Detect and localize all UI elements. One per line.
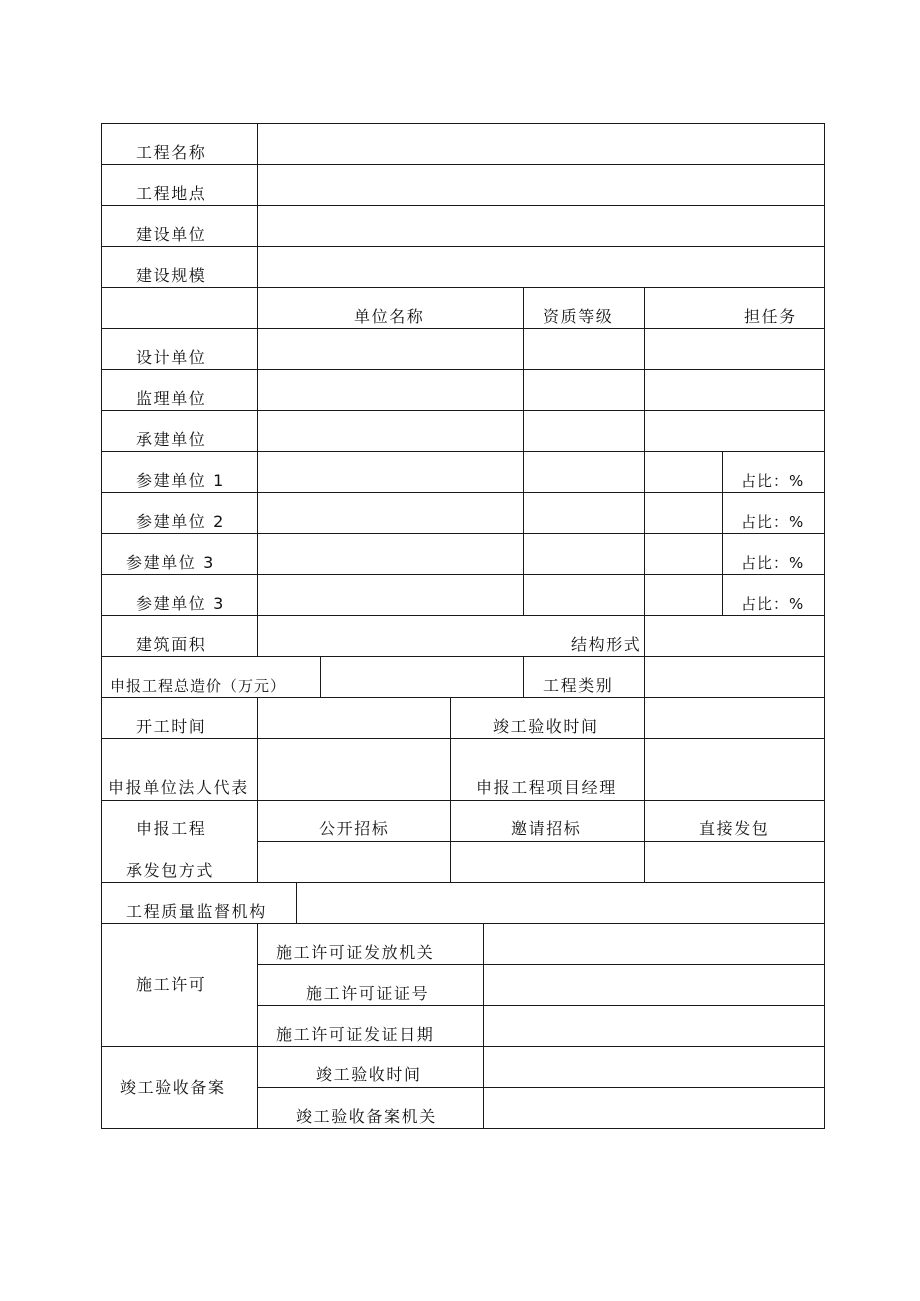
rule [824,123,825,1128]
unit-name-header: 单位名称 [354,307,425,326]
direct-award-option: 直接发包 [699,819,770,838]
permit-issuing-authority-label: 施工许可证发放机关 [276,943,435,962]
rule [101,656,825,657]
rule [101,615,825,616]
rule [257,123,258,656]
rule [320,656,321,697]
contractor-unit-label: 承建单位 [136,430,207,449]
filing-acceptance-date-label: 竣工验收时间 [316,1065,422,1084]
rule [257,1005,825,1006]
rule [257,923,258,1128]
rule [101,1128,825,1129]
rule [644,656,645,697]
rule [101,164,825,165]
rule [101,1046,825,1047]
completion-acceptance-date-label: 竣工验收时间 [493,717,599,736]
rule [644,287,645,615]
rule [101,738,825,739]
rule [101,574,825,575]
rule [101,123,102,1128]
rule [101,533,825,534]
completion-filing-label: 竣工验收备案 [120,1078,226,1097]
permit-issue-date-label: 施工许可证发证日期 [276,1025,435,1044]
rule [257,841,825,842]
assigned-task-header: 担任务 [744,307,797,326]
building-area-label: 建筑面积 [136,635,207,654]
invited-tender-option: 邀请招标 [511,819,582,838]
contract-method-label: 申报工程 [136,819,207,838]
filing-authority-label: 竣工验收备案机关 [296,1107,437,1126]
share-percent-label: 占比：% [741,513,805,531]
rule [257,697,258,882]
contract-method-label: 承发包方式 [126,861,215,880]
participating-unit-label: 参建单位 2 [136,512,225,531]
rule [257,1087,825,1088]
qualification-level-header: 资质等级 [543,307,614,326]
project-manager-label: 申报工程项目经理 [476,778,617,797]
participating-unit-label: 参建单位 3 [136,594,225,613]
public-tender-option: 公开招标 [319,819,390,838]
construction-scale-label: 建设规模 [136,266,207,285]
rule [101,328,825,329]
start-date-label: 开工时间 [136,717,207,736]
rule [523,656,524,697]
rule [101,246,825,247]
rule [257,964,825,965]
rule [101,697,825,698]
share-percent-label: 占比：% [741,595,805,613]
structure-type-label: 结构形式 [571,635,642,654]
construction-unit-label: 建设单位 [136,225,207,244]
rule [644,697,645,882]
rule [101,287,825,288]
rule [101,492,825,493]
rule [101,123,825,124]
rule [101,882,825,883]
total-cost-label: 申报工程总造价（万元） [110,677,287,695]
project-location-label: 工程地点 [136,184,207,203]
rule [722,451,723,615]
share-percent-label: 占比：% [741,554,805,572]
rule [483,923,484,1128]
participating-unit-label: 参建单位 3 [126,553,215,572]
share-percent-label: 占比：% [741,472,805,490]
design-unit-label: 设计单位 [136,348,207,367]
legal-rep-label: 申报单位法人代表 [108,778,249,797]
rule [101,923,825,924]
supervision-unit-label: 监理单位 [136,389,207,408]
participating-unit-label: 参建单位 1 [136,471,225,490]
rule [101,451,825,452]
rule [523,287,524,615]
rule [101,369,825,370]
rule [644,615,645,656]
project-name-label: 工程名称 [136,143,207,162]
construction-permit-label: 施工许可 [136,975,207,994]
rule [101,205,825,206]
permit-number-label: 施工许可证证号 [306,984,430,1003]
rule [101,410,825,411]
rule [296,882,297,923]
project-category-label: 工程类别 [543,676,614,695]
rule [101,800,825,801]
quality-supervision-label: 工程质量监督机构 [126,902,267,921]
rule [450,697,451,882]
